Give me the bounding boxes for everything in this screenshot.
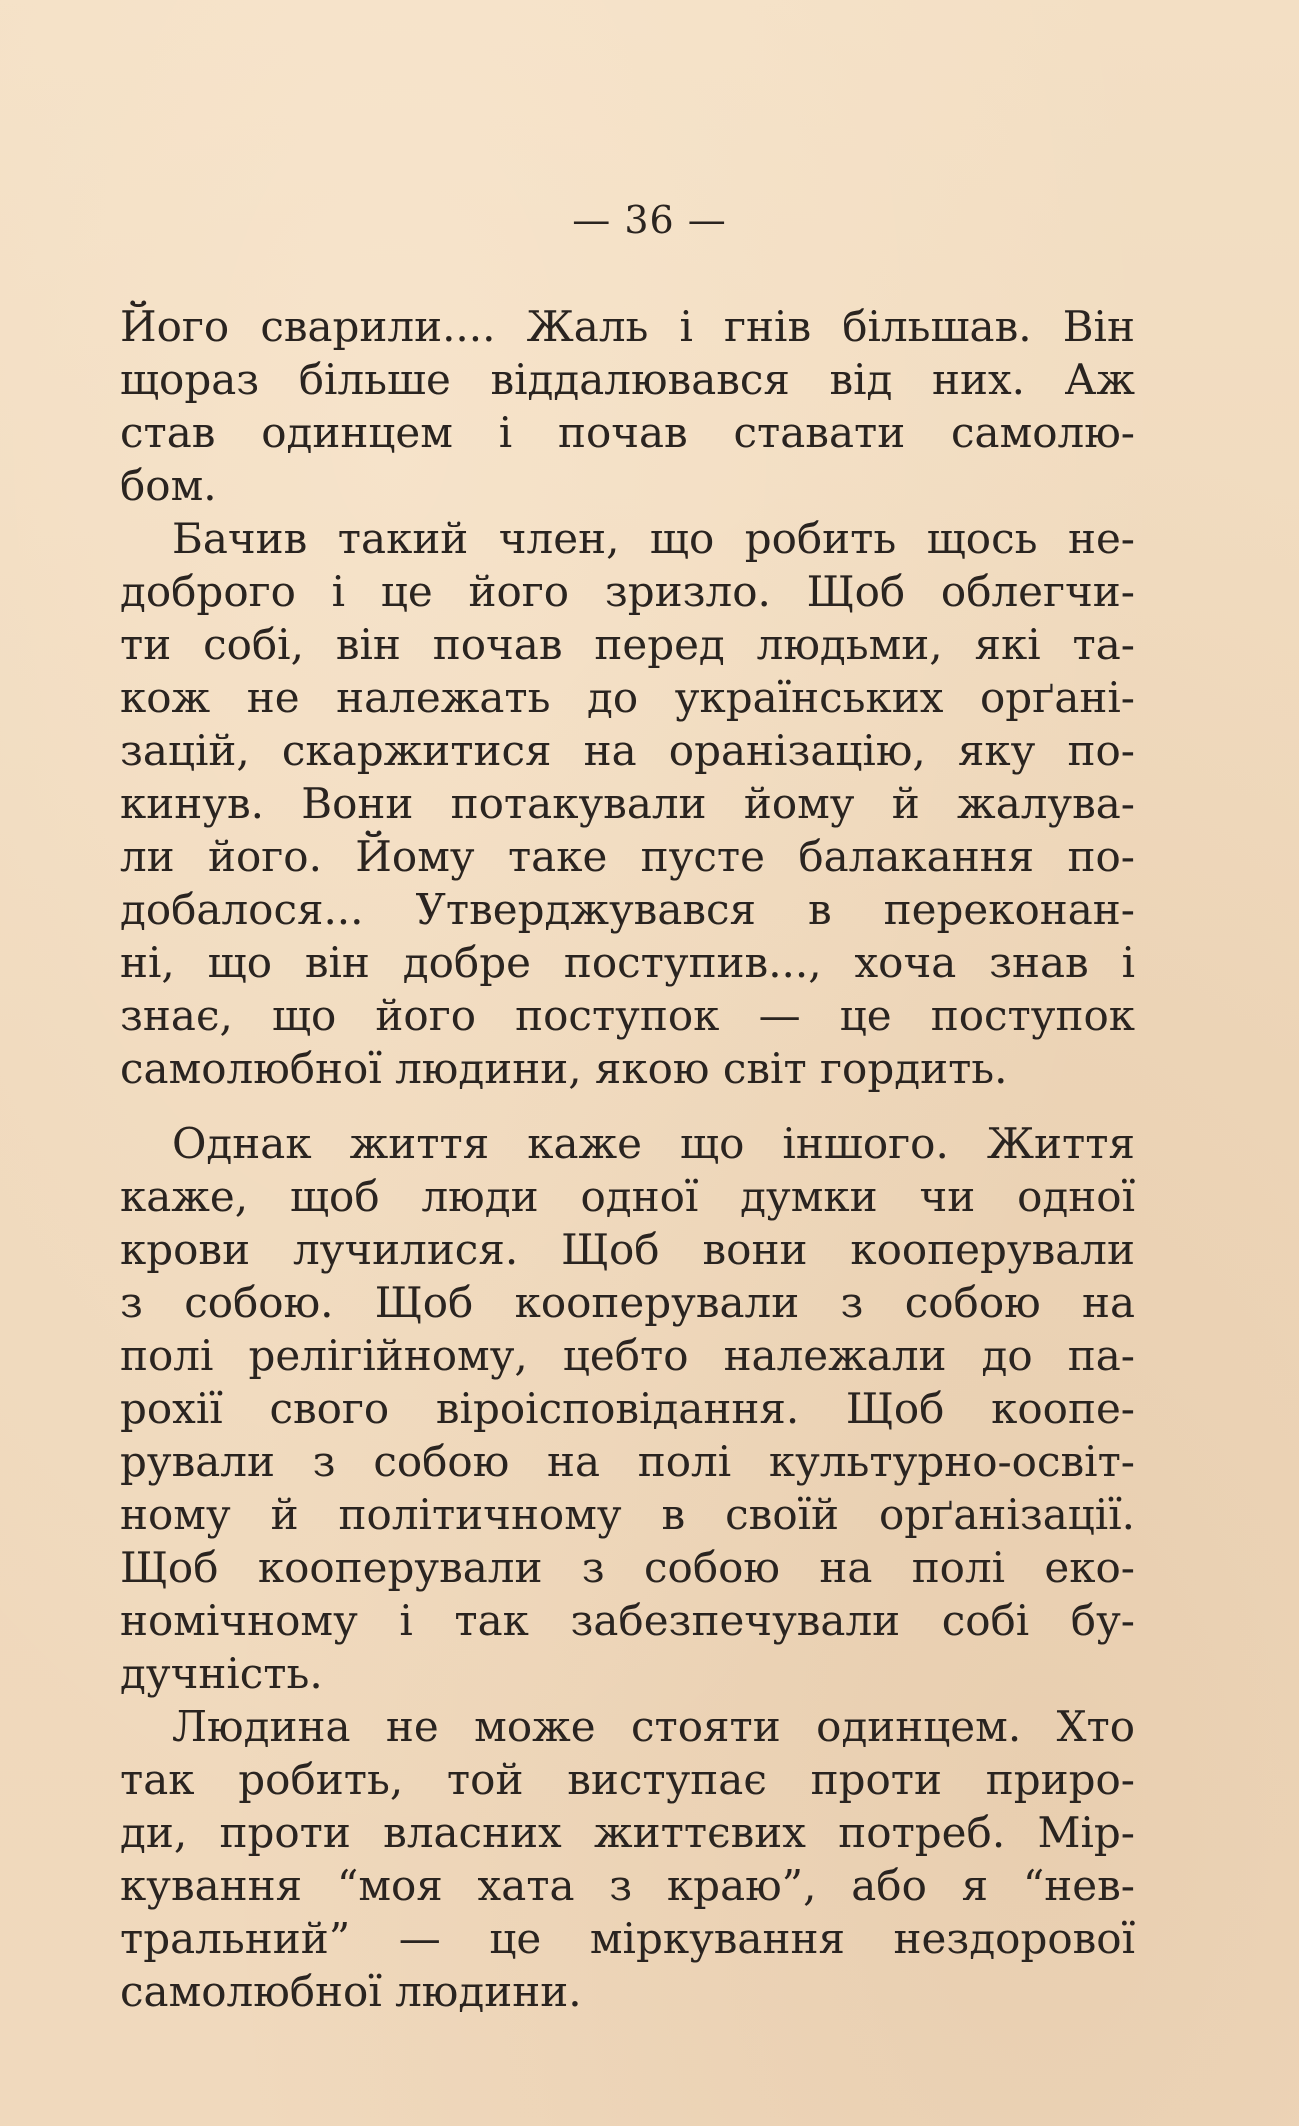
paragraph-3 — [120, 1117, 1135, 1700]
text-line: ди, проти власних життєвих потреб. Мір- — [120, 1808, 1135, 1857]
text-line: крови лучилися. Щоб вони кооперували — [120, 1225, 1135, 1274]
text-line: каже, щоб люди одної думки чи одної — [120, 1172, 1135, 1221]
text-line: самолюбної людини, якою світ гордить. — [120, 1044, 1008, 1093]
text-line: бом. — [120, 461, 217, 510]
text-line: рохії свого віроісповідання. Щоб коопе- — [120, 1384, 1135, 1433]
text-line: кинув. Вони потакували йому й жалува- — [120, 779, 1135, 828]
text-line: так робить, той виступає проти приро- — [120, 1755, 1135, 1804]
text-line: самолюбної людини. — [120, 1967, 582, 2016]
body-text — [120, 300, 1135, 2018]
text-line: Людина не може стояти одинцем. Хто — [172, 1702, 1135, 1751]
paragraph-2 — [120, 512, 1135, 1095]
text-line: доброго і це його зризло. Щоб облегчи- — [120, 567, 1135, 616]
text-line: зацій, скаржитися на оранізацію, яку по- — [120, 726, 1135, 775]
text-line: ти собі, він почав перед людьми, які та- — [120, 620, 1135, 669]
text-line: рували з собою на полі культурно-освіт- — [120, 1437, 1135, 1486]
paragraph-gap — [120, 1095, 1135, 1117]
text-line: ному й політичному в своїй орґанізації. — [120, 1490, 1135, 1539]
text-line: Однак життя каже що іншого. Життя — [172, 1119, 1135, 1168]
text-line: номічному і так забезпечували собі бу- — [120, 1596, 1135, 1645]
text-line: кування “моя хата з краю”, або я “нев- — [120, 1861, 1135, 1910]
text-line: щораз більше віддалювався від них. Аж — [120, 355, 1135, 404]
text-line: Бачив такий член, що робить щось не- — [172, 514, 1135, 563]
text-line: кож не належать до українських орґані- — [120, 673, 1135, 722]
text-line: Його сварили.... Жаль і гнів більшав. Він — [120, 302, 1135, 351]
page-number: — 36 — — [572, 198, 727, 242]
text-line: став одинцем і почав ставати самолю- — [120, 408, 1135, 457]
text-line: тральний” — це міркування нездорової — [120, 1914, 1135, 1963]
text-line: полі релігійному, цебто належали до па- — [120, 1331, 1135, 1380]
text-line: Щоб кооперували з собою на полі еко- — [120, 1543, 1135, 1592]
paragraph-1 — [120, 300, 1135, 512]
text-line: добалося... Утверджувався в переконан- — [120, 885, 1135, 934]
text-line: ли його. Йому таке пусте балакання по- — [120, 832, 1135, 881]
paragraph-4 — [120, 1700, 1135, 2018]
text-line: з собою. Щоб кооперували з собою на — [120, 1278, 1135, 1327]
text-line: знає, що його поступок — це поступок — [120, 991, 1135, 1040]
text-line: ні, що він добре поступив..., хоча знав і — [120, 938, 1135, 987]
text-line: дучність. — [120, 1649, 323, 1698]
